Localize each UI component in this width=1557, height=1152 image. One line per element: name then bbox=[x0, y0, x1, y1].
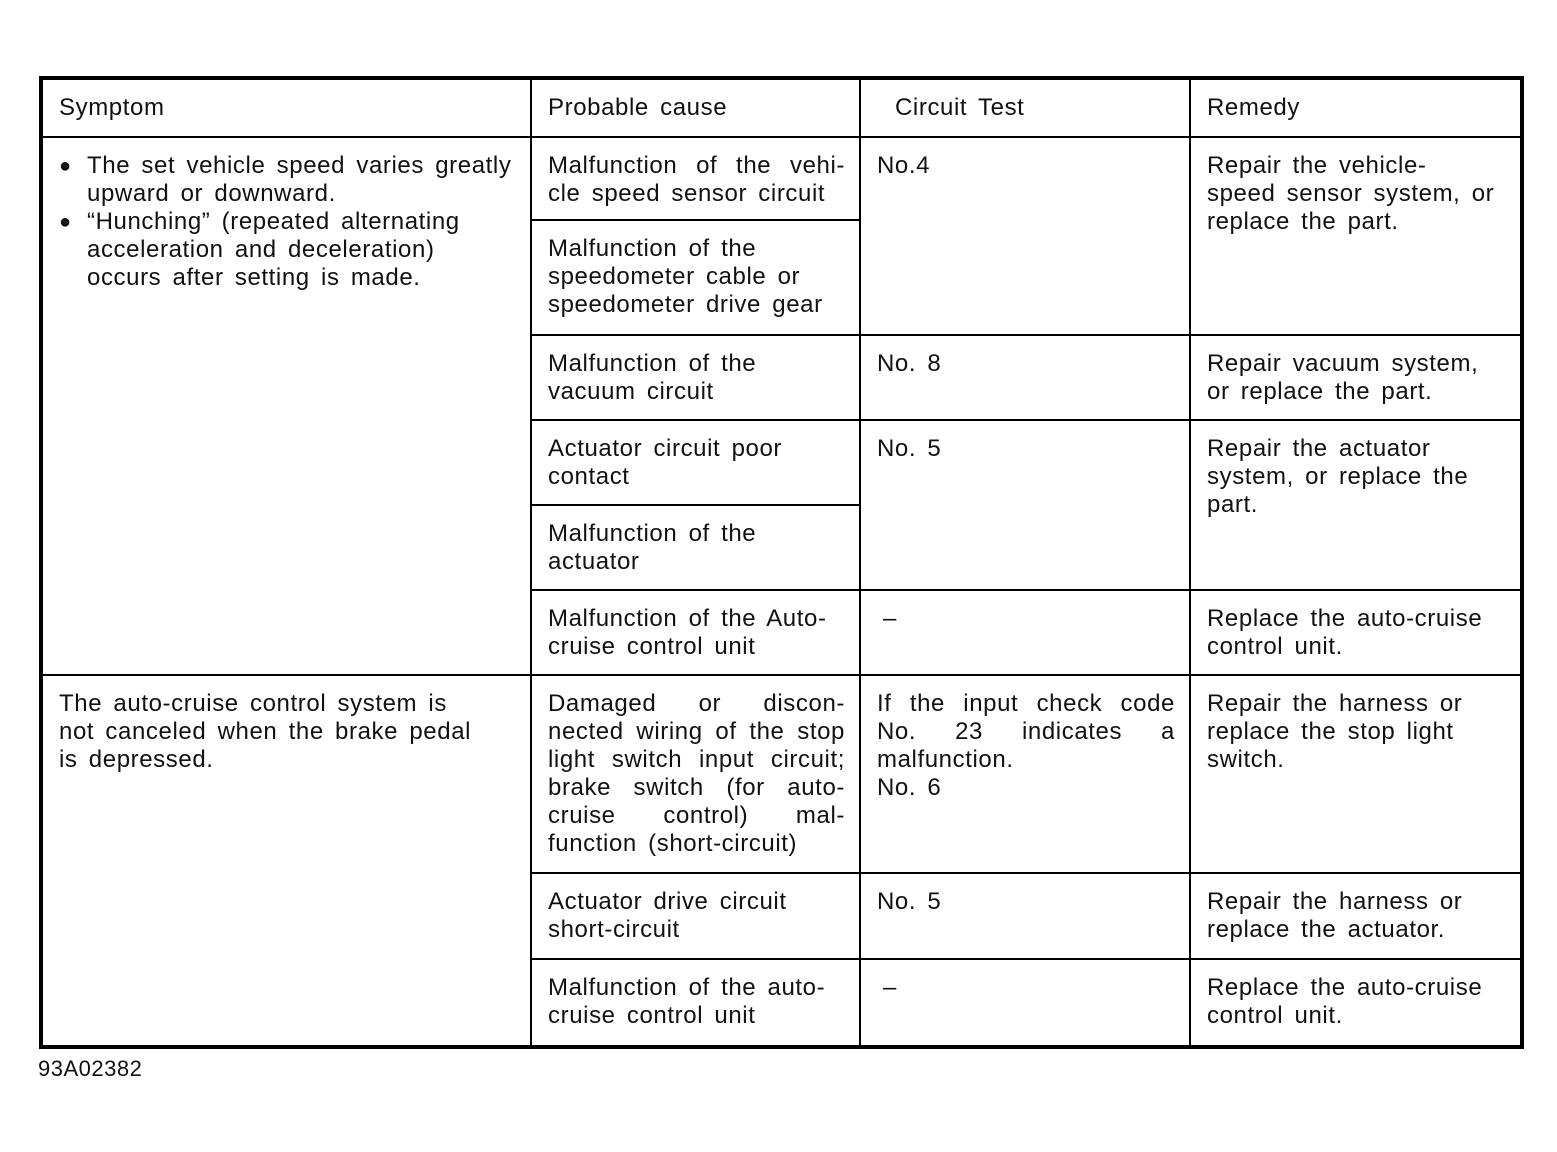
cause-cell: Malfunction of the actuator bbox=[531, 505, 860, 590]
remedy-cell: Replace the auto-cruise control unit. bbox=[1190, 590, 1522, 675]
header-symptom: Symptom bbox=[41, 78, 531, 137]
cause-cell: Actuator drive circuit short-circuit bbox=[531, 873, 860, 959]
circuit-test-cell: No. 5 bbox=[860, 873, 1190, 959]
circuit-test-cell: No. 8 bbox=[860, 335, 1190, 420]
header-probable-cause: Probable cause bbox=[531, 78, 860, 137]
circuit-test-cell: – bbox=[860, 959, 1190, 1047]
cause-cell: Damaged or discon- nected wiring of the stop light switch input circuit; brake switch (for auto-cruise control) mal- function (short-circuit) bbox=[531, 675, 860, 873]
cause-cell: Malfunction of the vacuum circuit bbox=[531, 335, 860, 420]
cause-cell: Malfunction of the speedometer cable or speedometer drive gear bbox=[531, 220, 860, 335]
cause-cell: Malfunction of the auto-cruise control unit bbox=[531, 959, 860, 1047]
remedy-cell: Repair the harness or replace the actuator. bbox=[1190, 873, 1522, 959]
remedy-cell: Repair vacuum system, or replace the part. bbox=[1190, 335, 1522, 420]
header-circuit-test: Circuit Test bbox=[860, 78, 1190, 137]
figure-code: 93A02382 bbox=[38, 1056, 143, 1081]
remedy-cell: Replace the auto-cruise control unit. bbox=[1190, 959, 1522, 1047]
circuit-test-cell: No. 5 bbox=[860, 420, 1190, 590]
circuit-test-cell: – bbox=[860, 590, 1190, 675]
symptom-cell-group1 bbox=[41, 137, 531, 675]
table-row bbox=[41, 137, 1522, 220]
remedy-cell: Repair the vehicle- speed sensor system, or replace the part. bbox=[1190, 137, 1522, 335]
cause-cell: Malfunction of the Auto-cruise control unit bbox=[531, 590, 860, 675]
symptom-bullet-list bbox=[59, 152, 518, 292]
circuit-test-cell bbox=[860, 675, 1190, 873]
cause-cell: Malfunction of the vehi- cle speed sensor circuit bbox=[531, 137, 860, 220]
table-row bbox=[41, 675, 1522, 873]
diagnosis-table bbox=[39, 76, 1524, 1049]
symptom-bullet: ● “Hunching” (repeated alternating acceleration and deceleration) occurs after setting is made. bbox=[59, 208, 518, 292]
header-remedy: Remedy bbox=[1190, 78, 1522, 137]
header-row bbox=[41, 78, 1522, 137]
remedy-cell: Repair the actuator system, or replace the part. bbox=[1190, 420, 1522, 590]
circuit-test-line: If the input check code No. 23 indicates a malfunction. bbox=[877, 690, 1175, 773]
circuit-test-line: No. 6 bbox=[877, 774, 942, 801]
remedy-cell: Repair the harness or replace the stop light switch. bbox=[1190, 675, 1522, 873]
circuit-test-cell: No.4 bbox=[860, 137, 1190, 335]
symptom-cell-group2: The auto-cruise control system is not canceled when the brake pedal is depressed. bbox=[41, 675, 531, 1047]
symptom-bullet: ● The set vehicle speed varies greatly upward or downward. bbox=[59, 152, 518, 208]
cause-cell: Actuator circuit poor contact bbox=[531, 420, 860, 505]
